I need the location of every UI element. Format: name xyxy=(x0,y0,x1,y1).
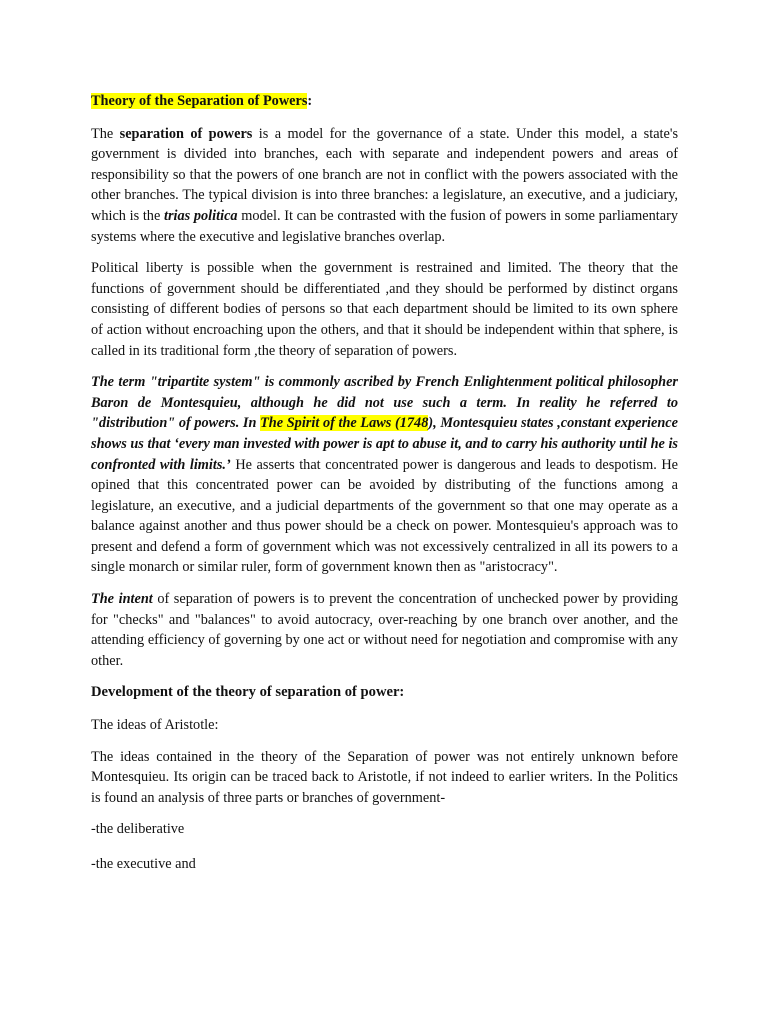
text-run: The xyxy=(91,125,120,142)
text-run: He asserts that concentrated power is dangerous and leads to despotism. He opined that this concentrated power can be avoided by distributing of the functions among a legislature, an executive, and a judicial departments of the government so that one may operate as a balance against another and thus power should be a check on power. Montesquieu's approach was to present and defend a form of government which was not excessively centralized in all its powers to a single monarch or similar ruler, form of government known then as "aristocracy". xyxy=(91,456,678,576)
text-run: of separation of powers is to prevent the concentration of unchecked power by providing for "checks" and "balances" to avoid autocracy, over-reaching by one branch over another, and the attending efficiency of governing by one act or without need for negotiation and compromise with any other. xyxy=(91,591,678,669)
title-colon: : xyxy=(307,93,313,109)
bold-italic-term: trias politica xyxy=(163,207,238,224)
list-item: -the deliberative xyxy=(91,821,185,838)
paragraph-definition xyxy=(91,124,678,248)
paragraph-intent xyxy=(91,589,678,671)
text-run: is a model for the governance of a state. Under this model, a state's government is divided into branches, each with separate and independent powers and areas of responsibility so that the powers of one branch are not in conflict with the powers associated with the other branches. The typical division is into three branches: a legislature, an executive, and a judiciary, which is the xyxy=(91,125,679,224)
highlighted-book-title: The Spirit of the Laws (1748 xyxy=(260,415,429,432)
paragraph-political-liberty: Political liberty is possible when the government is restrained and limited. The theory that the functions of government should be differentiated ,and they should be performed by distinct organs consisting of different bodies of persons so that each department should be limited to its own sphere of action without encroaching upon the others, and that it should be independent within that sphere, is called in its traditional form ,the theory of separation of powers. xyxy=(91,260,678,359)
page-title xyxy=(91,91,678,112)
list-item: -the executive and xyxy=(91,856,196,872)
paragraph-montesquieu xyxy=(91,372,678,578)
bold-italic-text: The term "tripartite system" is commonly ascribed by French Enlightenment political philosopher Baron de Montesquieu, although he did not use such a term. In reality he referred to "distribution" of powers. In xyxy=(91,374,678,432)
bold-italic-term: The intent xyxy=(91,591,153,608)
paragraph-aristotle-label: The ideas of Aristotle: xyxy=(91,717,219,734)
paragraph-aristotle: The ideas contained in the theory of the Separation of power was not entirely unknown before Montesquieu. Its origin can be traced back to Aristotle, if not indeed to earlier writers. In the Politics is found an analysis of three parts or branches of government- xyxy=(91,748,678,806)
bold-term: separation of powers xyxy=(119,125,253,142)
document-body xyxy=(91,91,678,889)
section-heading: Development of the theory of separation of power: xyxy=(91,684,405,701)
bold-italic-quote: ), Montesquieu states ,constant experience shows us that ‘every man invested with power is apt to abuse it, and to carry his authority until he is confronted with limits.’ xyxy=(91,415,678,473)
title-highlight: Theory of the Separation of Powers xyxy=(91,93,308,109)
text-run: model. It can be contrasted with the fusion of powers in some parliamentary systems where the executive and legislative branches overlap. xyxy=(91,207,678,245)
